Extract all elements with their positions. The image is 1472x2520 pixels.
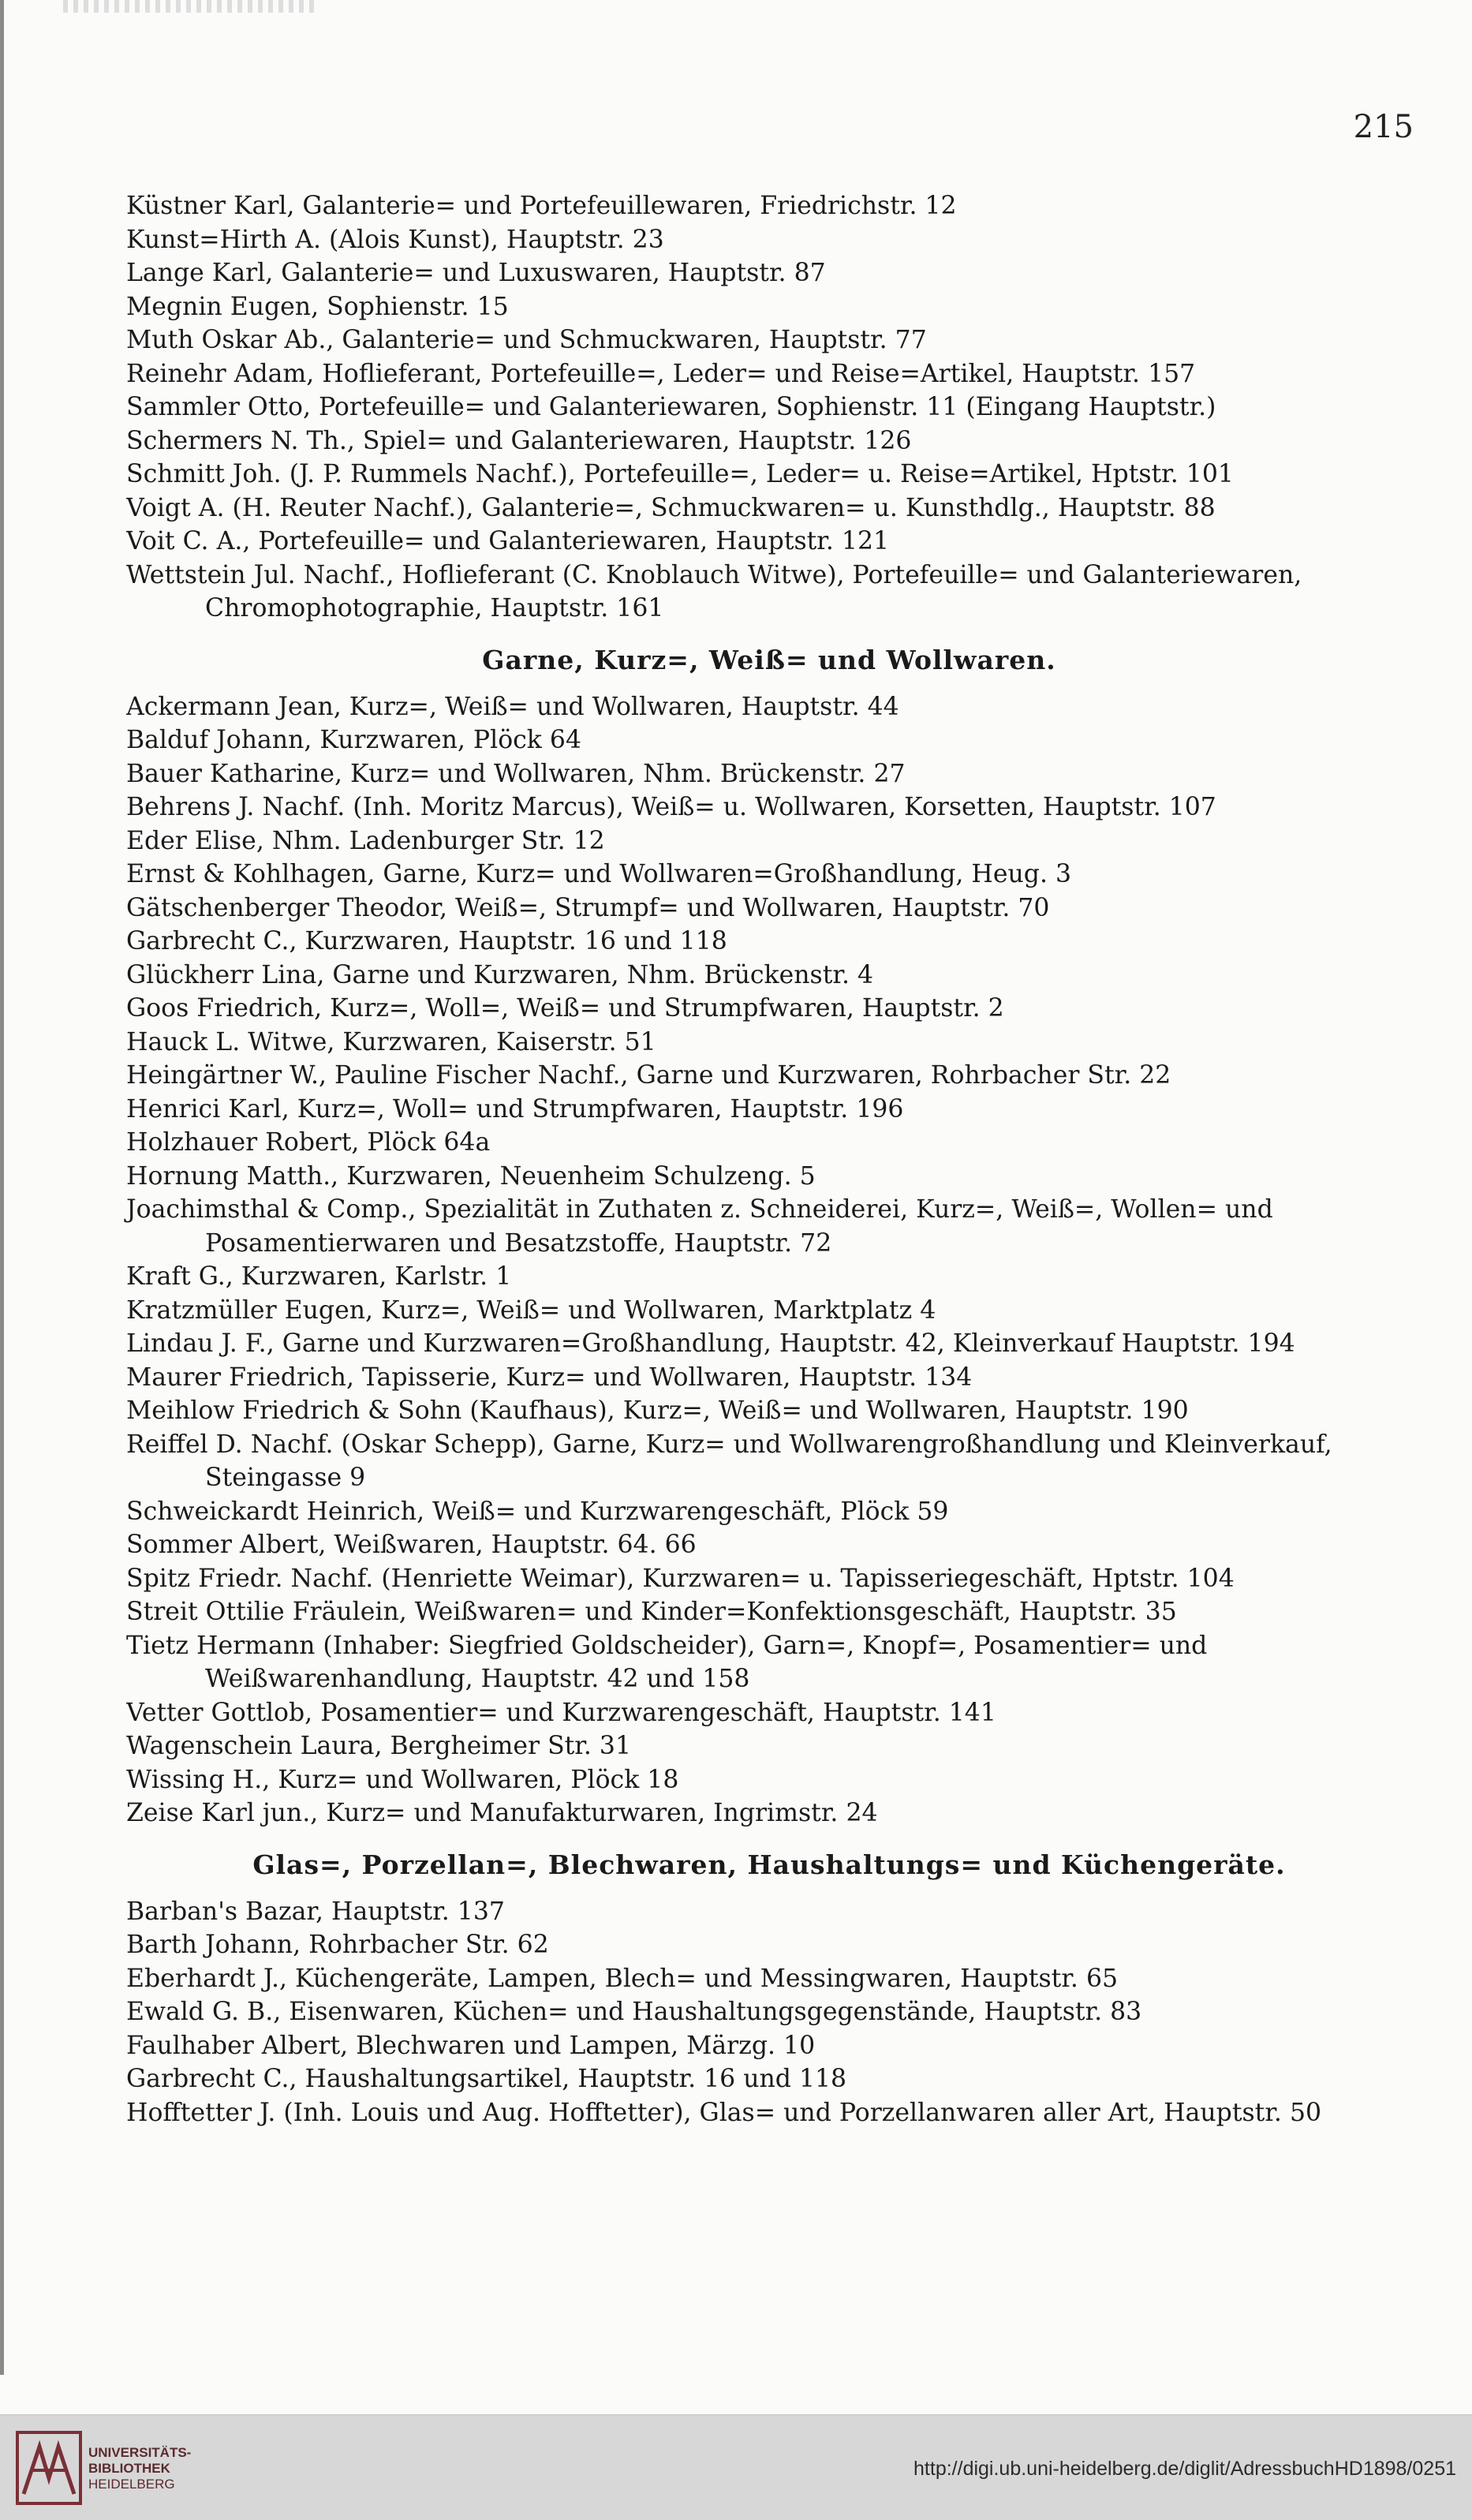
list-item: Zeise Karl jun., Kurz= und Manufakturwaren, Ingrimstr. 24: [126, 1799, 878, 1827]
list-item: Sammler Otto, Portefeuille= und Galanteriewaren, Sophienstr. 11 (Eingang Hauptstr.): [126, 393, 1216, 421]
list-item: Voit C. A., Portefeuille= und Galanteriewaren, Hauptstr. 121: [126, 527, 890, 555]
list-item: Schermers N. Th., Spiel= und Galanteriewaren, Hauptstr. 126: [126, 426, 912, 455]
list-item: Kratzmüller Eugen, Kurz=, Weiß= und Wollwaren, Marktplatz 4: [126, 1296, 936, 1325]
list-item: Behrens J. Nachf. (Inh. Moritz Marcus), Weiß= u. Wollwaren, Korsetten, Hauptstr. 107: [126, 793, 1216, 821]
list-item: Meihlow Friedrich & Sohn (Kaufhaus), Kurz=, Weiß= und Wollwaren, Hauptstr. 190: [126, 1396, 1189, 1425]
viewer-footer: [0, 2414, 1472, 2520]
library-logo-text[interactable]: [88, 2445, 191, 2492]
list-item: Joachimsthal & Comp., Spezialität in Zuthaten z. Schneiderei, Kurz=, Weiß=, Wollen= und Posamentierwaren und Besatzstoffe, Hauptstr. 72: [126, 1195, 1273, 1258]
list-item: Hofftetter J. (Inh. Louis und Aug. Hofftetter), Glas= und Porzellanwaren aller Art, Hauptstr. 50: [126, 2098, 1322, 2127]
list-item: Glückherr Lina, Garne und Kurzwaren, Nhm. Brückenstr. 4: [126, 960, 874, 989]
list-item: Maurer Friedrich, Tapisserie, Kurz= und Wollwaren, Hauptstr. 134: [126, 1363, 973, 1392]
list-item: Lindau J. F., Garne und Kurzwaren=Großhandlung, Hauptstr. 42, Kleinverkauf Hauptstr. 194: [126, 1329, 1295, 1358]
list-item: Muth Oskar Ab., Galanterie= und Schmuckwaren, Hauptstr. 77: [126, 326, 927, 354]
list-item: Bauer Katharine, Kurz= und Wollwaren, Nhm. Brückenstr. 27: [126, 759, 906, 788]
page-edge: [0, 0, 4, 2375]
list-item: Megnin Eugen, Sophienstr. 15: [126, 292, 509, 321]
list-item: Wettstein Jul. Nachf., Hoflieferant (C. Knoblauch Witwe), Portefeuille= und Galanteriewaren, Chromophotographie, Hauptstr. 161: [126, 560, 1302, 623]
list-item: Goos Friedrich, Kurz=, Woll=, Weiß= und Strumpfwaren, Hauptstr. 2: [126, 994, 1004, 1023]
list-item: Reinehr Adam, Hoflieferant, Portefeuille=, Leder= und Reise=Artikel, Hauptstr. 157: [126, 359, 1196, 388]
list-item: Kunst=Hirth A. (Alois Kunst), Hauptstr. 23: [126, 225, 664, 254]
section-glas-porzellan: [126, 1846, 1412, 2130]
list-item: Schmitt Joh. (J. P. Rummels Nachf.), Portefeuille=, Leder= u. Reise=Artikel, Hptstr. 101: [126, 460, 1234, 488]
list-item: Wissing H., Kurz= und Wollwaren, Plöck 18: [126, 1765, 679, 1794]
list-item: Hauck L. Witwe, Kurzwaren, Kaiserstr. 51: [126, 1027, 656, 1056]
scan-artifact: [63, 0, 316, 13]
list-item: Heingärtner W., Pauline Fischer Nachf., Garne und Kurzwaren, Rohrbacher Str. 22: [126, 1061, 1171, 1090]
list-item: Lange Karl, Galanterie= und Luxuswaren, Hauptstr. 87: [126, 259, 826, 287]
page-number: 215: [1353, 109, 1414, 145]
list-item: Hornung Matth., Kurzwaren, Neuenheim Schulzeng. 5: [126, 1161, 816, 1191]
list-item: Spitz Friedr. Nachf. (Henriette Weimar), Kurzwaren= u. Tapisseriegeschäft, Hptstr. 104: [126, 1564, 1235, 1593]
list-item: Schweickardt Heinrich, Weiß= und Kurzwarengeschäft, Plöck 59: [126, 1497, 949, 1526]
list-item: Holzhauer Robert, Plöck 64a: [126, 1128, 491, 1157]
list-item: Vetter Gottlob, Posamentier= und Kurzwarengeschäft, Hauptstr. 141: [126, 1698, 996, 1727]
list-item: Kraft G., Kurzwaren, Karlstr. 1: [126, 1262, 512, 1291]
list-item: Tietz Hermann (Inhaber: Siegfried Goldscheider), Garn=, Knopf=, Posamentier= und Weißwarenhandlung, Hauptstr. 42 und 158: [126, 1631, 1208, 1693]
logo-line: UNIVERSITÄTS-: [88, 2445, 192, 2460]
section-heading: Glas=, Porzellan=, Blechwaren, Haushaltungs= und Küchengeräte.: [252, 1849, 1286, 1880]
list-item: Garbrecht C., Kurzwaren, Hauptstr. 16 und 118: [126, 927, 727, 955]
list-item: Barban's Bazar, Hauptstr. 137: [126, 1897, 505, 1926]
list-item: Barth Johann, Rohrbacher Str. 62: [126, 1931, 549, 1959]
list-item: Reiffel D. Nachf. (Oskar Schepp), Garne, Kurz= und Wollwarengroßhandlung und Kleinverkauf, Steingasse 9: [126, 1430, 1332, 1492]
directory-listing: [126, 189, 1412, 2129]
list-item: Streit Ottilie Fräulein, Weißwaren= und Kinder=Konfektionsgeschäft, Hauptstr. 35: [126, 1598, 1177, 1626]
university-seal-icon: [16, 2431, 82, 2505]
list-item: Wagenschein Laura, Bergheimer Str. 31: [126, 1732, 632, 1760]
list-item: Voigt A. (H. Reuter Nachf.), Galanterie=, Schmuckwaren= u. Kunsthdlg., Hauptstr. 88: [126, 493, 1216, 522]
source-url-link[interactable]: http://digi.ub.uni-heidelberg.de/diglit/AdressbuchHD1898/0251: [913, 2458, 1456, 2480]
section-galanteriewaren: [126, 189, 1412, 626]
list-item: Sommer Albert, Weißwaren, Hauptstr. 64. 66: [126, 1531, 697, 1559]
logo-line: HEIDELBERG: [88, 2477, 175, 2492]
list-item: Ernst & Kohlhagen, Garne, Kurz= und Wollwaren=Großhandlung, Heug. 3: [126, 860, 1072, 888]
list-item: Küstner Karl, Galanterie= und Portefeuillewaren, Friedrichstr. 12: [126, 192, 957, 220]
logo-line: BIBLIOTHEK: [88, 2461, 170, 2476]
list-item: Balduf Johann, Kurzwaren, Plöck 64: [126, 726, 581, 754]
list-item: Ackermann Jean, Kurz=, Weiß= und Wollwaren, Hauptstr. 44: [126, 692, 899, 721]
section-heading: Garne, Kurz=, Weiß= und Wollwaren.: [482, 644, 1056, 675]
section-garne-kurzwaren: [126, 641, 1412, 1830]
list-item: Gätschenberger Theodor, Weiß=, Strumpf= und Wollwaren, Hauptstr. 70: [126, 893, 1050, 922]
list-item: Garbrecht C., Haushaltungsartikel, Hauptstr. 16 und 118: [126, 2065, 847, 2093]
list-item: Ewald G. B., Eisenwaren, Küchen= und Haushaltungsgegenstände, Hauptstr. 83: [126, 1998, 1142, 2026]
list-item: Eberhardt J., Küchengeräte, Lampen, Blech= und Messingwaren, Hauptstr. 65: [126, 1964, 1119, 1993]
list-item: Faulhaber Albert, Blechwaren und Lampen, Märzg. 10: [126, 2031, 816, 2060]
list-item: Eder Elise, Nhm. Ladenburger Str. 12: [126, 826, 605, 855]
list-item: Henrici Karl, Kurz=, Woll= und Strumpfwaren, Hauptstr. 196: [126, 1094, 904, 1124]
